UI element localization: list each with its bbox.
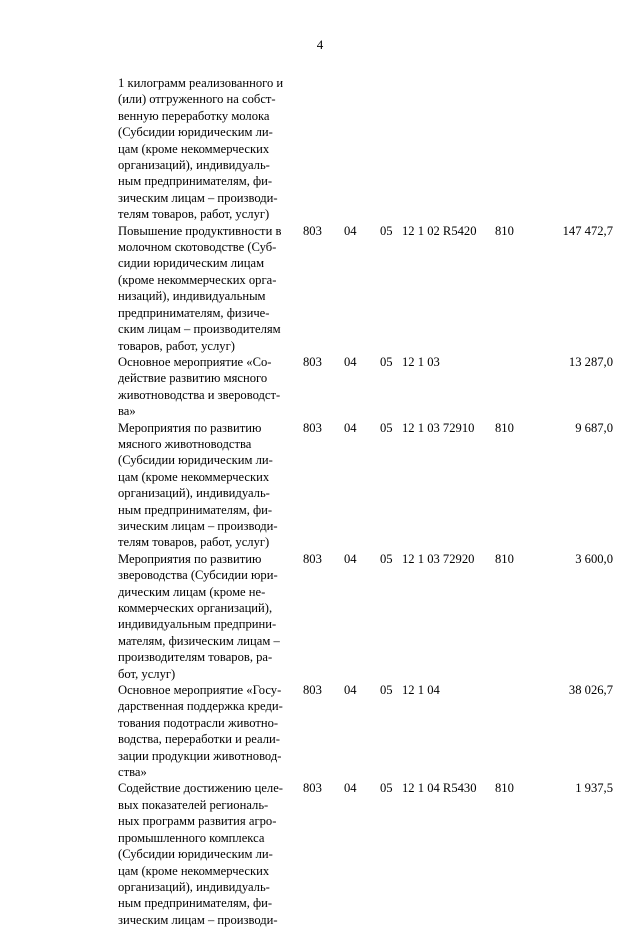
row-name: Основное мероприятие «Госу- дарственная поддержка креди- тования подотрасли животно- водства, переработки и реали- зации продукции животновод- ства» [118,683,283,780]
row-pr: 05 [380,551,393,566]
row-vr: 810 [495,781,514,796]
row-name: Мероприятия по развитию звероводства (Субсидии юри- дическим лицам (кроме не- коммерческих организаций), индивидуальным предприни- мателям, физическим лицам – производителям товаров, ра- бот, услуг) [118,551,280,681]
row-csr: 12 1 03 72910 [402,420,475,435]
table-row [118,223,613,354]
row-rz: 04 [344,223,357,238]
row-ved: 803 [303,683,322,698]
row-pr: 05 [380,223,393,238]
row-name: Повышение продуктивности в молочном скотоводстве (Суб- сидии юридическим лицам (кроме некоммерческих орга- низаций), индивидуальным предпринимателям, физиче- ским лицам – производителям товаров, работ, услуг) [118,223,282,353]
row-rz: 04 [344,781,357,796]
row-ved: 803 [303,223,322,238]
row-vr: 810 [495,551,514,566]
table-row [118,780,613,928]
row-name: Мероприятия по развитию мясного животноводства (Субсидии юридическим ли- цам (кроме некоммерческих организаций), индивидуаль- ным предпринимателям, фи- зическим лицам – производи- телям товаров, работ, услуг) [118,420,278,550]
table-row [118,682,613,780]
row-rz: 04 [344,354,357,369]
row-pr: 05 [380,781,393,796]
row-vr: 810 [495,420,514,435]
row-name: 1 килограмм реализованного и (или) отгруженного на собст- венную переработку молока (Субсидии юридическим ли- цам (кроме некоммерческих организаций), индивидуаль- ным предпринимателям, фи- зическим лицам – производи- телям товаров, работ, услуг) [118,76,284,222]
row-csr: 12 1 02 R5420 [402,223,477,238]
row-name: Основное мероприятие «Со- действие развитию мясного животноводства и звероводст- ва» [118,354,281,419]
table-row [118,75,613,223]
row-sum: 13 287,0 [568,354,613,369]
row-sum: 147 472,7 [562,223,613,238]
page-number: 4 [316,37,324,52]
row-vr: 810 [495,223,514,238]
row-name: Содействие достижению целе- вых показателей региональ- ных программ развития агро- промышленного комплекса (Субсидии юридическим ли- цам (кроме некоммерческих организаций), индивидуаль- ным предпринимателям, фи- зическим лицам – производи- [118,781,283,927]
row-csr: 12 1 03 [402,354,440,369]
table-row [118,420,613,551]
table-row [118,551,613,682]
row-csr: 12 1 04 [402,683,440,698]
row-csr: 12 1 03 72920 [402,551,475,566]
row-pr: 05 [380,354,393,369]
row-ved: 803 [303,354,322,369]
row-ved: 803 [303,781,322,796]
row-ved: 803 [303,551,322,566]
row-pr: 05 [380,683,393,698]
row-rz: 04 [344,551,357,566]
table-row [118,354,613,420]
row-rz: 04 [344,420,357,435]
row-ved: 803 [303,420,322,435]
row-rz: 04 [344,683,357,698]
row-sum: 38 026,7 [568,683,613,698]
row-csr: 12 1 04 R5430 [402,781,477,796]
budget-table [118,75,613,928]
row-sum: 1 937,5 [575,781,613,796]
row-sum: 9 687,0 [575,420,613,435]
row-pr: 05 [380,420,393,435]
row-sum: 3 600,0 [575,551,613,566]
